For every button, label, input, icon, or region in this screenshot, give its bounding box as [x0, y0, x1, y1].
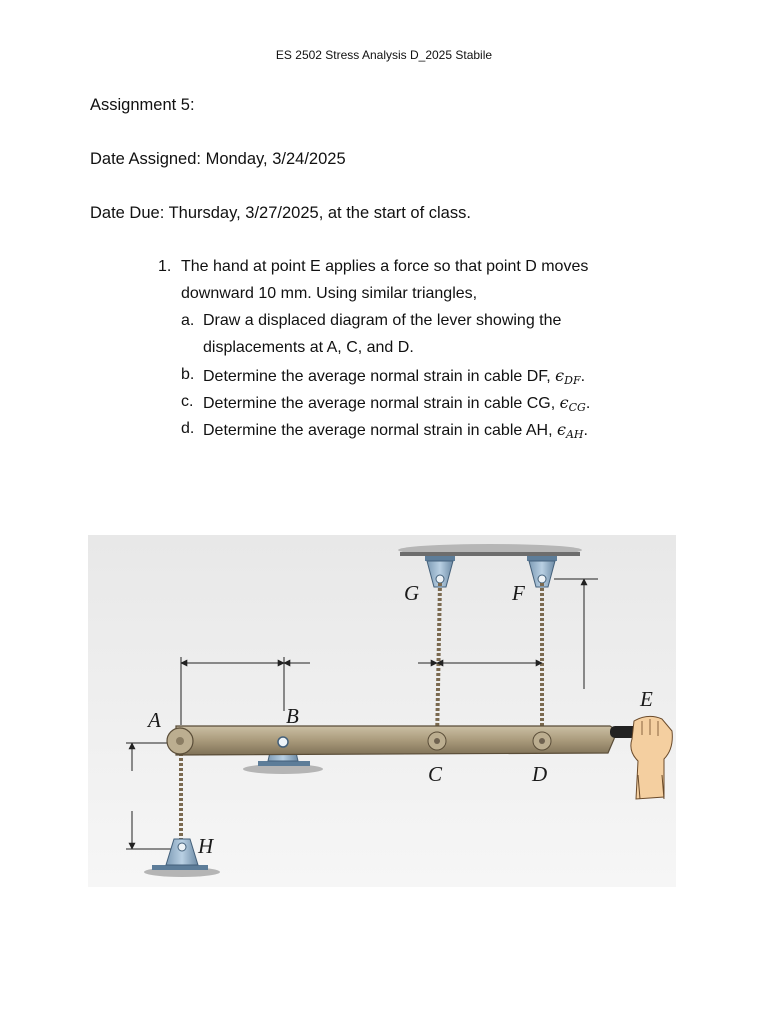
label-e: E: [640, 687, 653, 711]
strain-symbol-df: $\epsilon_{DF}$: [555, 366, 581, 387]
assignment-title: Assignment 5:: [90, 96, 195, 114]
pin-d: [539, 738, 545, 744]
date-due: Date Due: Thursday, 3/27/2025, at the start of class.: [90, 204, 471, 222]
part-b-letter: b.: [181, 366, 195, 383]
figure-background: [88, 535, 676, 887]
part-a-line1: Draw a displaced diagram of the lever showing the: [203, 312, 562, 329]
part-d-letter: d.: [181, 420, 195, 437]
problem-text-line2: downward 10 mm. Using similar triangles,: [181, 285, 478, 302]
label-f: F: [512, 581, 525, 605]
part-c-letter: c.: [181, 393, 194, 410]
strain-symbol-cg: $\epsilon_{CG}$: [559, 393, 586, 414]
part-c-text: Determine the average normal strain in cable CG,: [203, 395, 556, 412]
pin-c: [434, 738, 440, 744]
problem-text-line1: The hand at point E applies a force so that point D moves: [181, 258, 589, 275]
part-d-text: Determine the average normal strain in cable AH,: [203, 422, 553, 439]
lever-figure: [88, 535, 676, 887]
part-b-item: Determine the average normal strain in cable DF, $\epsilon_{DF}$.: [203, 366, 586, 387]
date-assigned: Date Assigned: Monday, 3/24/2025: [90, 150, 346, 168]
ceiling-support: [398, 544, 582, 556]
part-c-item: Determine the average normal strain in cable CG, $\epsilon_{CG}$.: [203, 393, 591, 414]
document-header: ES 2502 Stress Analysis D_2025 Stabile: [275, 48, 493, 62]
label-g: G: [404, 581, 420, 605]
part-a-line2: displacements at A, C, and D.: [203, 339, 414, 356]
part-d-item: Determine the average normal strain in cable AH, $\epsilon_{AH}$.: [203, 420, 588, 441]
label-a: A: [148, 708, 161, 732]
part-a-letter: a.: [181, 312, 195, 329]
part-b-text: Determine the average normal strain in cable DF,: [203, 368, 551, 385]
label-d: D: [532, 762, 548, 786]
strain-symbol-ah: $\epsilon_{AH}$: [556, 420, 584, 441]
label-h: H: [198, 834, 214, 858]
label-c: C: [428, 762, 443, 786]
problem-number: 1.: [158, 258, 172, 275]
label-b: B: [286, 704, 299, 728]
pin-b: [278, 737, 288, 747]
pin-a: [176, 737, 184, 745]
